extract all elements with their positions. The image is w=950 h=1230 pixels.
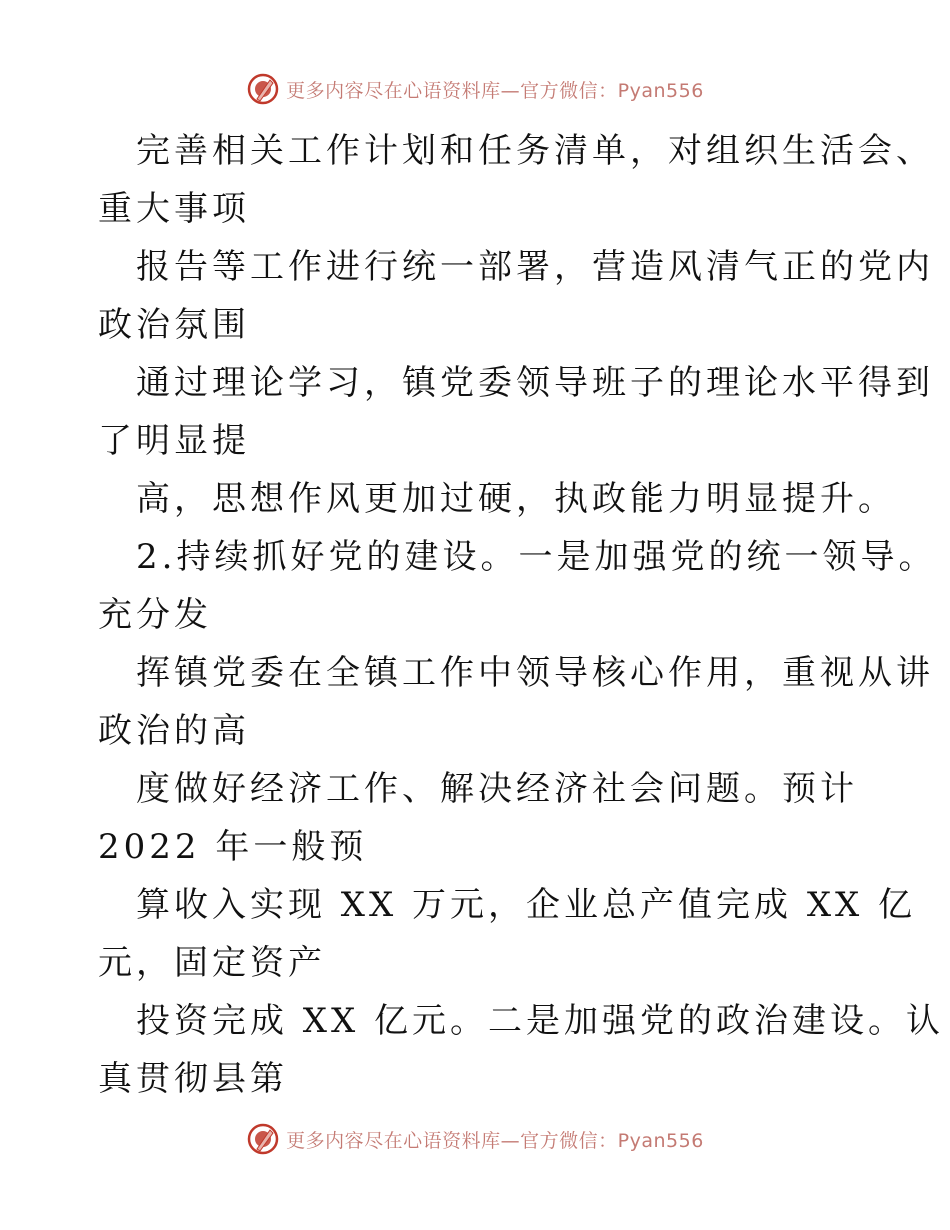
body-line: 完善相关工作计划和任务清单，对组织生活会、 bbox=[136, 131, 934, 171]
body-line: 通过理论学习，镇党委领导班子的理论水平得到 bbox=[136, 363, 934, 403]
body-line: 真贯彻县第 bbox=[98, 1059, 288, 1099]
body-line: 元，固定资产 bbox=[98, 943, 326, 983]
body-line: 政治氛围 bbox=[98, 305, 250, 345]
body-line: 高，思想作风更加过硬，执政能力明显提升。 bbox=[136, 479, 896, 519]
body-line: 政治的高 bbox=[98, 711, 250, 751]
body-line: 充分发 bbox=[98, 595, 212, 635]
header-watermark-text: 更多内容尽在心语资料库—官方微信：Pyan556 bbox=[286, 79, 704, 102]
body-line: 算收入实现 XX 万元，企业总产值完成 XX 亿 bbox=[136, 885, 917, 925]
body-line: 度做好经济工作、解决经济社会问题。预计 bbox=[136, 769, 858, 809]
header-watermark bbox=[0, 72, 950, 106]
body-line: 报告等工作进行统一部署，营造风清气正的党内 bbox=[136, 247, 934, 287]
body-line: 2.持续抓好党的建设。一是加强党的统一领导。 bbox=[136, 537, 937, 577]
pen-nib-seal-icon bbox=[246, 72, 280, 106]
body-line: 重大事项 bbox=[98, 189, 250, 229]
body-line: 挥镇党委在全镇工作中领导核心作用，重视从讲 bbox=[136, 653, 934, 693]
footer-watermark bbox=[0, 1122, 950, 1156]
document-body bbox=[98, 122, 945, 1108]
footer-watermark-text: 更多内容尽在心语资料库—官方微信：Pyan556 bbox=[286, 1129, 704, 1152]
pen-nib-seal-icon bbox=[246, 1122, 280, 1156]
body-line: 了明显提 bbox=[98, 421, 250, 461]
body-line: 投资完成 XX 亿元。二是加强党的政治建设。认 bbox=[136, 1001, 945, 1041]
body-line: 2022 年一般预 bbox=[98, 827, 368, 867]
